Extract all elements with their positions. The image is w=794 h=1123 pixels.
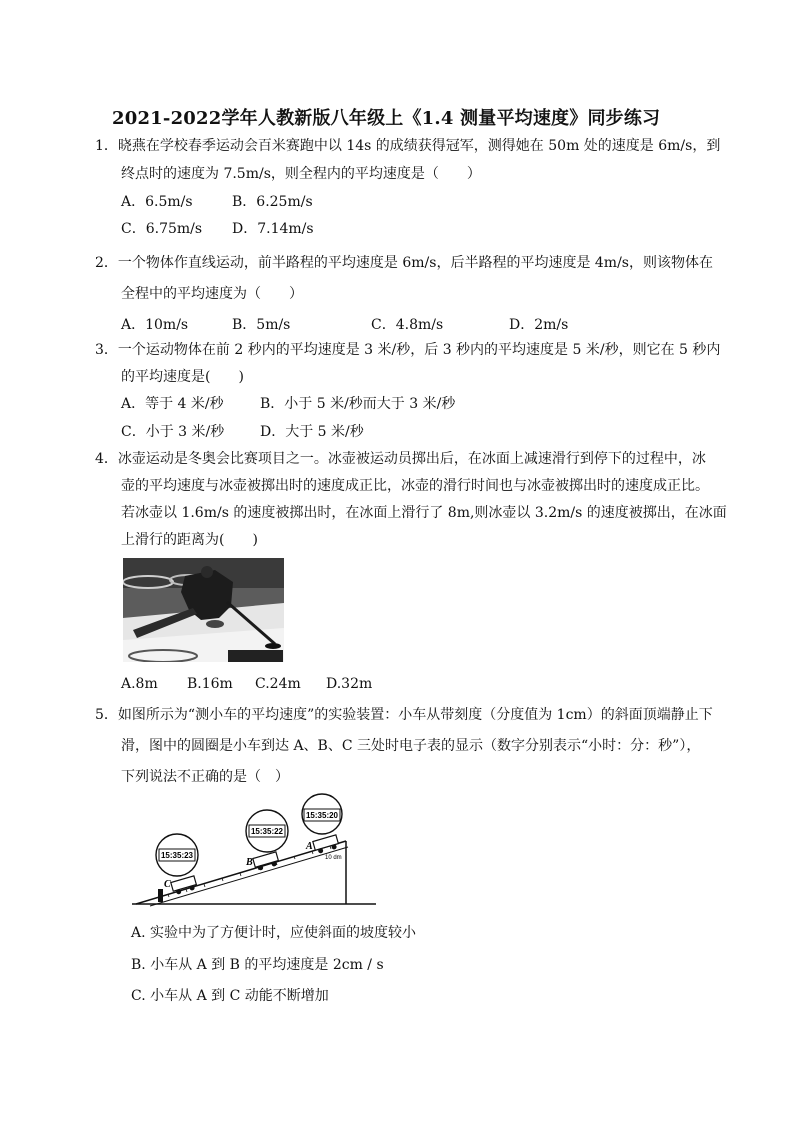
q1-option-c: C．6.75m/s — [121, 221, 203, 237]
label-b: B — [246, 857, 253, 868]
q5-option-a: A. 实验中为了方便计时，应使斜面的坡度较小 — [131, 925, 417, 941]
scale-label: 10 dm — [325, 855, 342, 861]
q4-option-a: A.8m — [121, 676, 158, 692]
q2-option-c: C．4.8m/s — [371, 317, 444, 333]
q5-line-2: 滑，图中的圆圈是小车到达 A、B、C 三处时电子表的显示（数字分别表示“小时：分：秒”）， — [121, 738, 701, 754]
page-title: 2021-2022学年人教新版八年级上《1.4 测量平均速度》同步练习 — [112, 108, 661, 129]
q2-line-1: 2．一个物体作直线运动，前半路程的平均速度是 6m/s，后半路程的平均速度是 4m/s，则该物体在 — [95, 255, 713, 271]
q5-option-c: C. 小车从 A 到 C 动能不断增加 — [131, 988, 329, 1004]
clock-a-readout: 15:35:20 — [305, 811, 339, 820]
q4-line-1: 4．冰壶运动是冬奥会比赛项目之一。冰壶被运动员掷出后，在冰面上减速滑行到停下的过程中，冰 — [95, 451, 706, 467]
q5-line-3: 下列说法不正确的是（ ） — [121, 769, 289, 785]
q2-option-d: D．2m/s — [509, 317, 569, 333]
q3-line-2: 的平均速度是( ) — [121, 369, 244, 385]
q2-line-2: 全程中的平均速度为（ ） — [121, 286, 303, 302]
q3-option-a: A．等于 4 米/秒 — [121, 396, 224, 412]
q3-option-b: B．小于 5 米/秒而大于 3 米/秒 — [260, 396, 456, 412]
q5-line-1: 5．如图所示为“测小车的平均速度”的实验装置：小车从带刻度（分度值为 1cm）的斜面顶端静止下 — [95, 707, 713, 723]
q1-option-a: A．6.5m/s — [121, 194, 193, 210]
clock-b-readout: 15:35:22 — [250, 827, 284, 836]
q1-line-2: 终点时的速度为 7.5m/s，则全程内的平均速度是（ ） — [121, 166, 481, 182]
q4-option-b: B.16m — [187, 676, 233, 692]
incline-diagram-graphic — [128, 793, 378, 908]
q2-option-b: B．5m/s — [232, 317, 291, 333]
q4-line-4: 上滑行的距离为( ) — [121, 532, 258, 548]
curling-photo-graphic — [123, 558, 284, 662]
q3-option-c: C．小于 3 米/秒 — [121, 424, 225, 440]
q5-option-b: B. 小车从 A 到 B 的平均速度是 2cm / s — [131, 957, 384, 973]
curling-photo — [123, 558, 284, 662]
label-c: C — [164, 879, 171, 890]
q1-option-d: D．7.14m/s — [232, 221, 314, 237]
q4-option-d: D.32m — [326, 676, 373, 692]
q1-option-b: B．6.25m/s — [232, 194, 313, 210]
q3-option-d: D．大于 5 米/秒 — [260, 424, 364, 440]
label-a: A — [306, 841, 313, 852]
clock-c-readout: 15:35:23 — [160, 851, 194, 860]
q4-option-c: C.24m — [255, 676, 301, 692]
q3-line-1: 3．一个运动物体在前 2 秒内的平均速度是 3 米/秒，后 3 秒内的平均速度是 5 米/秒，则它在 5 秒内 — [95, 342, 721, 358]
incline-diagram — [128, 793, 378, 908]
q4-line-3: 若冰壶以 1.6m/s 的速度被掷出时，在冰面上滑行了 8m,则冰壶以 3.2m/s 的速度被掷出，在冰面 — [121, 505, 727, 521]
q1-line-1: 1．晓燕在学校春季运动会百米赛跑中以 14s 的成绩获得冠军，测得她在 50m 处的速度是 6m/s，到 — [95, 138, 721, 154]
q4-line-2: 壶的平均速度与冰壶被掷出时的速度成正比，冰壶的滑行时间也与冰壶被掷出时的速度成正比。 — [121, 478, 709, 494]
q2-option-a: A．10m/s — [121, 317, 189, 333]
